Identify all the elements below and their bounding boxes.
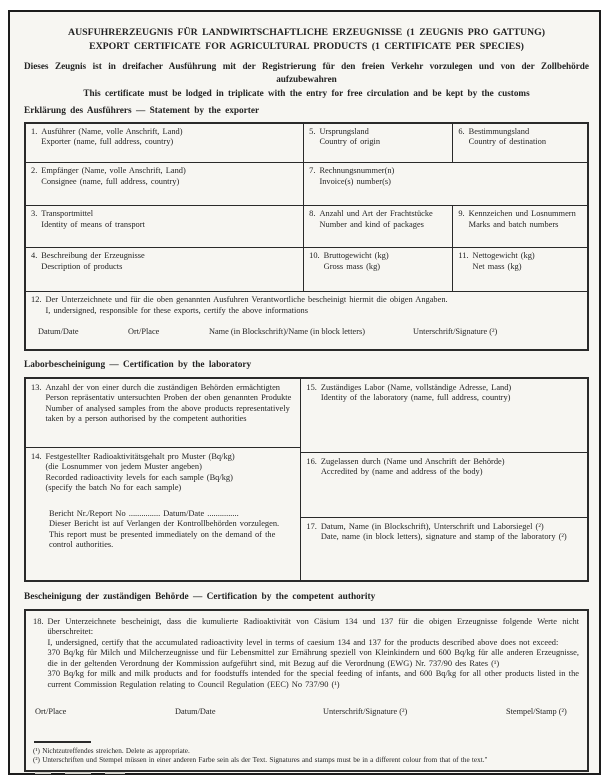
certificate-title-english: EXPORT CERTIFICATE FOR AGRICULTURAL PRODUCTS (1 CERTIFICATE PER SPECIES) [89,41,524,52]
field-number: 7. [309,166,316,175]
field-6-destination-country [453,123,588,163]
field-number: 13. [31,382,42,392]
field-10-gross-mass [304,248,453,292]
authority-statement-en: I, undersigned, certify that the accumulated radioactivity level in terms of caesium 134 and 137 for the products described above does not exceed: [47,637,559,647]
field-label-de: Zuständiges Labor (Name, vollständige Adresse, Land) [320,382,512,392]
faint-print-marks [35,772,125,774]
field-number: 5. [309,126,316,136]
exporter-declaration-table [24,122,589,351]
place-label: Ort/Place [128,327,160,336]
field-11-net-mass [453,248,588,292]
table-row [25,123,588,163]
table-row [25,248,588,292]
field-number: 3. [31,209,38,218]
signature-label: Unterschrift/Signature (²) [323,707,408,716]
field-number: 6. [458,126,465,136]
field-label-de: Festgestellter Radioaktivitätsgehalt pro Muster (Bq/kg) [45,451,235,461]
field-label-de-2: (die Losnummer von jedem Muster angeben) [45,462,202,471]
lodging-notice-german: Dieses Zeugnis ist in dreifacher Ausführung mit der Registrierung für den freien Verkehr vorzulegen und von der Zollbehörde aufzubewahren [24,61,589,84]
table-row [25,206,588,248]
certificate-content [24,18,589,772]
certificate-title-german: AUSFUHRERZEUGNIS FÜR LANDWIRTSCHAFTLICHE ERZEUGNISSE (1 ZEUGNIS PRO GATTUNG) [68,27,545,38]
field-number: 18. [33,616,44,626]
field-label-en: Marks and batch numbers [468,219,559,229]
field-label-en: Date, name (in block letters), signature and stamp of the laboratory (²) [320,532,567,541]
authority-section-heading: Bescheinigung der zuständigen Behörde — Certification by the competent authority [24,591,376,602]
field-label-en: Number and kind of packages [319,219,424,229]
field-label-en: I, undersigned, responsible for these exports, certify the above informations [45,305,308,315]
field-label-de: Bestimmungsland [468,126,530,136]
field-label-en: Identity of means of transport [41,219,145,229]
exporter-section-heading: Erklärung des Ausführers — Statement by the exporter [24,105,260,116]
field-label-en: Exporter (name, full address, country) [41,137,174,146]
footnote-divider-rule [34,741,91,743]
field-number: 9. [458,209,465,218]
field-label-de: Beschreibung der Erzeugnisse [41,251,145,260]
field-label-de: Zugelassen durch (Name und Anschrift der Behörde) [320,456,505,466]
field-label-en: Invoice(s) number(s) [319,176,391,186]
field-number: 8. [309,209,316,218]
laboratory-table-right-column [301,379,587,580]
field-label-de: Empfänger (Name, volle Anschrift, Land) [41,166,186,175]
footnotes [33,747,579,766]
certificate-page-border [8,10,601,775]
footnote-1: (¹) Nichtzutreffendes streichen. Delete as appropriate. [33,746,190,755]
field-label-de: Kennzeichen und Losnummern [468,209,576,218]
field-17-lab-signature-stamp [301,518,587,580]
field-label-de: Anzahl der von einer durch die zuständigen Behörden ermächtigten Person repräsentativ untersuchten Proben der oben genannten Produkte [45,382,292,402]
table-row [25,292,588,350]
field-label-en: Accredited by (name and address of the body) [320,467,483,476]
field-number: 2. [31,166,38,175]
exporter-signature-labels [31,327,583,340]
date-label: Datum/Date [175,707,216,716]
field-number: 11. [458,251,469,260]
footnote-2: (²) Unterschriften und Stempel müssen in einer anderen Farbe sein als der Text. Signatures and stamps must be in a different colour from that of the text." [33,756,488,764]
field-label-en: Net mass (kg) [472,261,522,271]
field-label-en-2: (specify the batch No for each sample) [45,483,182,492]
field-18-authority-certification [24,609,589,772]
field-label-en: Country of origin [319,137,381,146]
laboratory-section-heading: Laborbescheinigung — Certification by the laboratory [24,359,252,370]
authority-statement-de: Der Unterzeichnete bescheinigt, dass die kumulierte Radioaktivität von Cäsium 134 und 137 für die obigen Erzeugnisse folgende Werte nicht überschreitet: [47,616,579,636]
field-number: 14. [31,451,42,461]
field-label-en: Gross mass (kg) [323,261,381,271]
laboratory-certification-table [24,377,589,582]
field-5-origin-country [304,123,453,163]
field-label-de: Bruttogewicht (kg) [323,251,389,260]
field-13-sample-count [26,379,300,448]
table-row [25,163,588,206]
field-label-de: Anzahl und Art der Frachtstücke [319,209,433,218]
field-number: 4. [31,251,38,260]
field-15-laboratory-identity [301,379,587,453]
report-note-de: Dieser Bericht ist auf Verlangen der Kontrollbehörden vorzulegen. [49,519,280,528]
name-label: Name (in Blockschrift)/Name (in block letters) [209,327,365,336]
signature-label: Unterschrift/Signature (²) [413,327,498,336]
field-12-exporter-certification [25,292,588,350]
report-number-date-line: Bericht Nr./Report No ............... Datum/Date ............... [49,508,239,518]
field-label-de: Ausführer (Name, volle Anschrift, Land) [41,126,183,136]
authority-limits-en: 370 Bq/kg for milk and milk products and for foodstuffs intended for the special feeding of infants, and 600 Bq/kg for all other products listed in the current Commission Regulation relating to Council Regulation (EEC) No 737/90 (¹) [47,669,579,689]
field-number: 10. [309,251,320,260]
field-number: 1. [31,126,38,136]
field-label-en: Description of products [41,261,123,271]
field-label-en: Country of destination [468,137,547,146]
laboratory-table-left-column [26,379,301,580]
field-label-de: Ursprungsland [319,126,369,136]
field-label-de: Datum, Name (in Blockschrift), Unterschrift und Laborsiegel (²) [320,521,544,531]
lodging-notice-english: This certificate must be lodged in triplicate with the entry for free circulation and be kept by the customs [83,88,530,98]
place-label: Ort/Place [35,707,67,716]
field-2-consignee [25,163,304,206]
field-label-de: Transportmittel [41,209,94,218]
field-3-transport [25,206,304,248]
field-9-marks-batch [453,206,588,248]
field-label-de: Rechnungsnummer(n) [319,166,395,175]
field-1-exporter [25,123,304,163]
field-label-de: Nettogewicht (kg) [472,251,535,260]
field-16-accredited-by [301,453,587,518]
field-number: 15. [306,382,317,392]
field-number: 12. [31,295,42,304]
report-note-en: This report must be presented immediately on the demand of the control authorities. [49,529,276,549]
authority-signature-labels [33,707,579,720]
field-label-en: Number of analysed samples from the above products representatively taken by a person authorised by the competent authorities [45,403,290,423]
field-14-radioactivity-levels [26,448,300,580]
field-7-invoice-numbers [304,163,588,206]
authority-limits-de: 370 Bq/kg für Milch und Milcherzeugnisse und für Lebensmittel zur Ernährung speziell von Kleinkindern und 600 Bq/kg für alle anderen Erzeugnisse, die in der geltenden Verordnung der Kommission aufgeführt sind, mit Bezug auf die Verordnung (EWG) Nr. 737/90 des Rates (¹) [47,648,579,668]
field-number: 16. [306,456,317,466]
field-label-en: Identity of the laboratory (name, full address, country) [320,393,511,402]
field-label-de: Der Unterzeichnete und für die oben genannten Ausfuhren Verantwortliche bescheinigt hiermit die obigen Angaben. [45,295,448,304]
field-label-en: Recorded radioactivity levels for each sample (Bq/kg) [45,472,233,482]
field-label-en: Consignee (name, full address, country) [41,176,180,186]
field-number: 17. [306,521,317,531]
field-8-packages [304,206,453,248]
stamp-label: Stempel/Stamp (²) [506,707,567,716]
field-4-product-description [25,248,304,292]
date-label: Datum/Date [38,327,79,336]
